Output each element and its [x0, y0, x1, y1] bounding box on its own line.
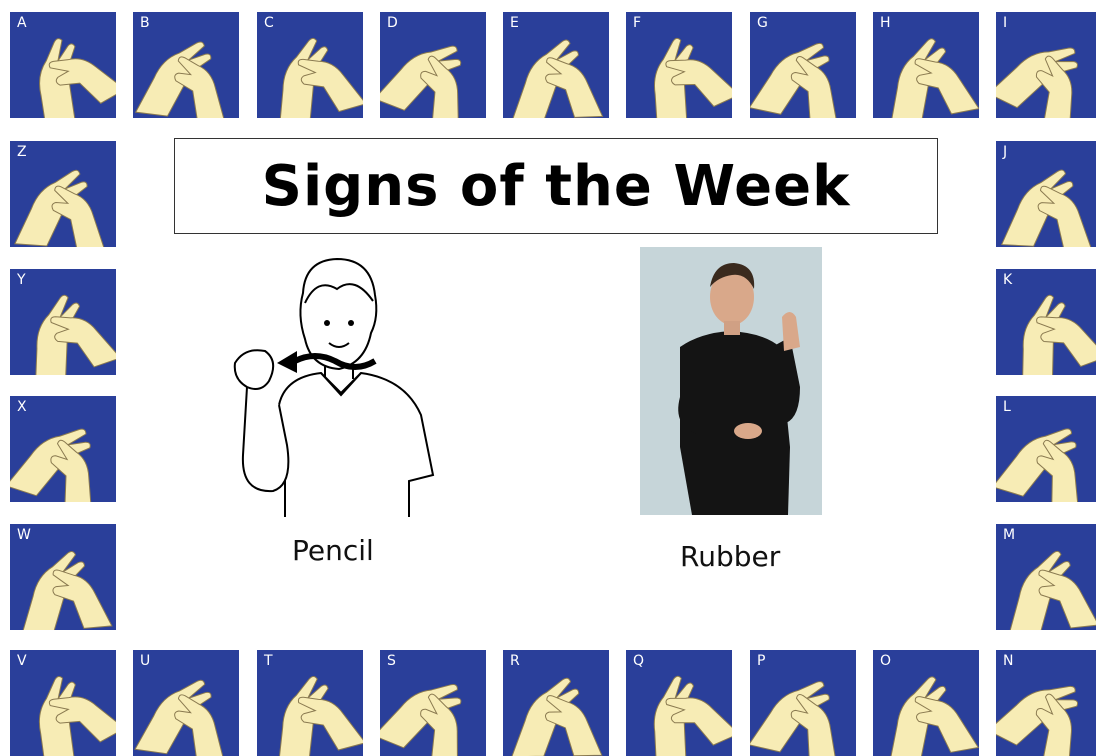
- tile-letter: A: [17, 15, 27, 31]
- tile-letter: Y: [17, 272, 26, 288]
- tile-letter: O: [880, 653, 892, 669]
- tile-letter: M: [1003, 527, 1016, 543]
- sign-tile-o: [873, 650, 979, 756]
- tile-letter: V: [17, 653, 27, 669]
- sign-tile-w: [10, 524, 116, 630]
- sign-tile-t: [257, 650, 363, 756]
- tile-letter: W: [17, 527, 31, 543]
- tile-letter: E: [510, 15, 519, 31]
- sign-tile-k: [996, 269, 1096, 375]
- title-banner: [174, 138, 938, 234]
- tile-letter: P: [757, 653, 766, 669]
- sign-tile-d: [380, 12, 486, 118]
- tile-letter: F: [633, 15, 642, 31]
- hand-sign-icon: [996, 12, 1096, 118]
- sign-tile-r: [503, 650, 609, 756]
- hand-sign-icon: [503, 12, 609, 118]
- sign-tile-g: [750, 12, 856, 118]
- tile-letter: T: [264, 653, 273, 669]
- hand-sign-icon: [996, 396, 1096, 502]
- pencil-sign-illustration: [225, 255, 445, 517]
- tile-letter: G: [757, 15, 768, 31]
- tile-letter: Q: [633, 653, 645, 669]
- tile-letter: Z: [17, 144, 27, 160]
- tile-letter: H: [880, 15, 891, 31]
- sign-tile-p: [750, 650, 856, 756]
- sign-tile-s: [380, 650, 486, 756]
- sign-tile-c: [257, 12, 363, 118]
- sign-tile-u: [133, 650, 239, 756]
- sign-tile-e: [503, 12, 609, 118]
- tile-letter: I: [1003, 15, 1008, 31]
- rubber-caption: Rubber: [680, 540, 781, 573]
- sign-tile-j: [996, 141, 1096, 247]
- tile-letter: X: [17, 399, 27, 415]
- sign-tile-l: [996, 396, 1096, 502]
- sign-tile-b: [133, 12, 239, 118]
- sign-tile-a: [10, 12, 116, 118]
- tile-letter: J: [1003, 144, 1008, 160]
- sign-tile-m: [996, 524, 1096, 630]
- sign-tile-n: [996, 650, 1096, 756]
- sign-tile-h: [873, 12, 979, 118]
- tile-letter: N: [1003, 653, 1014, 669]
- hand-sign-icon: [996, 141, 1096, 247]
- tile-letter: L: [1003, 399, 1011, 415]
- sign-tile-z: [10, 141, 116, 247]
- hand-sign-icon: [750, 650, 856, 756]
- tile-letter: R: [510, 653, 520, 669]
- tile-letter: C: [264, 15, 274, 31]
- sign-tile-q: [626, 650, 732, 756]
- pencil-caption: Pencil: [292, 534, 374, 567]
- rubber-sign-photo: [640, 247, 822, 515]
- tile-letter: S: [387, 653, 396, 669]
- sign-tile-f: [626, 12, 732, 118]
- sign-tile-y: [10, 269, 116, 375]
- sign-tile-v: [10, 650, 116, 756]
- tile-letter: B: [140, 15, 150, 31]
- sign-tile-i: [996, 12, 1096, 118]
- tile-letter: K: [1003, 272, 1013, 288]
- page-title: Signs of the Week: [261, 153, 851, 219]
- hand-sign-icon: [626, 12, 732, 118]
- sign-tile-x: [10, 396, 116, 502]
- tile-letter: D: [387, 15, 398, 31]
- tile-letter: U: [140, 653, 151, 669]
